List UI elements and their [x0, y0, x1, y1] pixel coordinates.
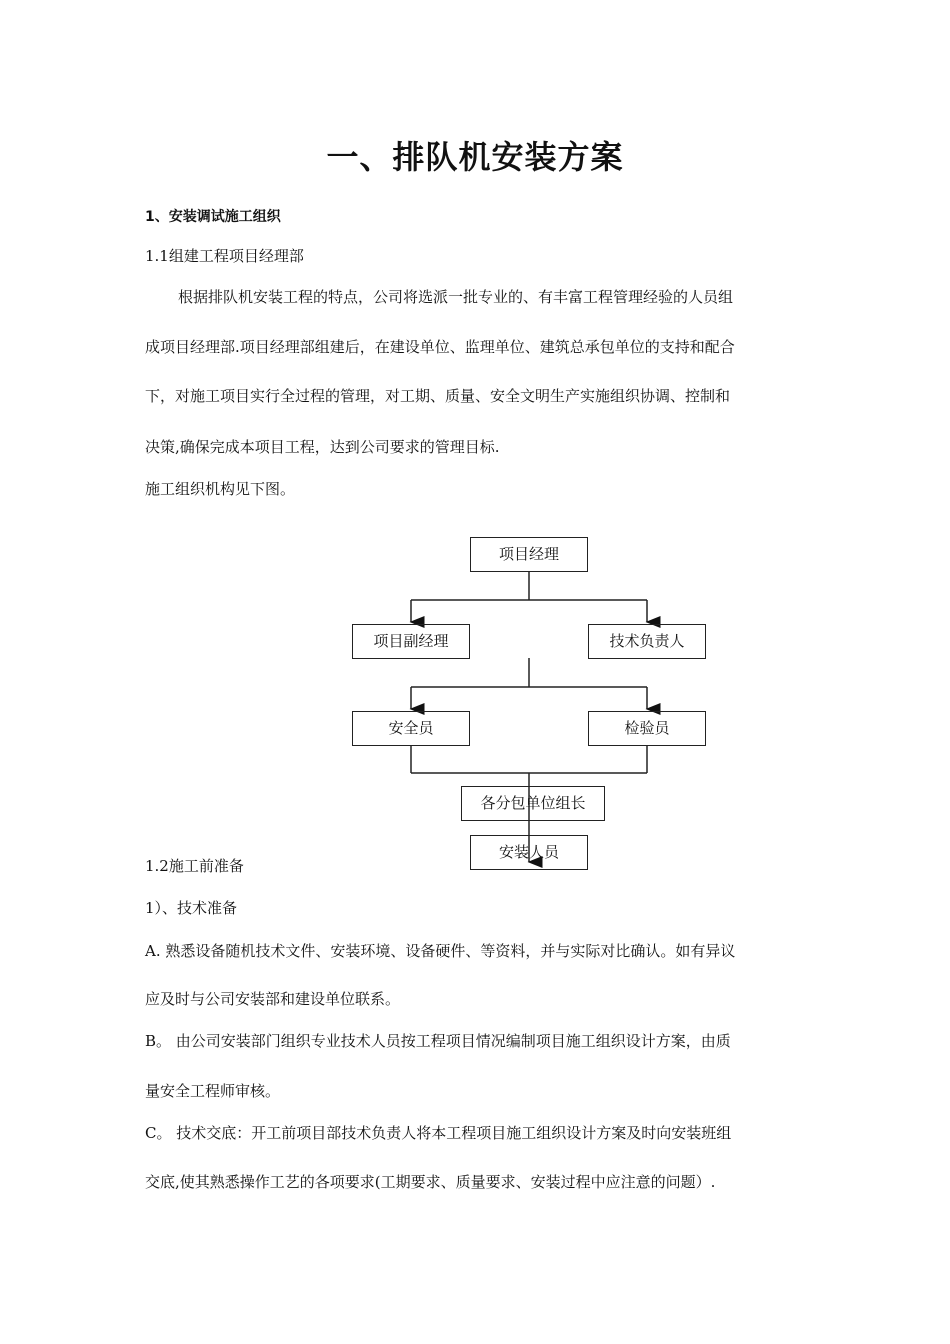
subsection-heading: 1.2施工前准备	[145, 857, 244, 875]
org-box-inspector: 检验员	[588, 711, 706, 746]
paragraph-line: C。 技术交底：开工前项目部技术负责人将本工程项目施工组织设计方案及时向安装班组	[145, 1124, 732, 1142]
item-heading: 1）、技术准备	[145, 899, 238, 917]
paragraph-line: 根据排队机安装工程的特点，公司将选派一批专业的、有丰富工程管理经验的人员组	[178, 288, 734, 306]
section-heading: 1、安装调试施工组织	[145, 209, 281, 225]
org-chart-connectors	[330, 530, 730, 880]
org-box-tech-lead: 技术负责人	[588, 624, 706, 659]
page-title: 一、排队机安装方案	[326, 138, 624, 176]
paragraph-line: A. 熟悉设备随机技术文件、安装环境、设备硬件、等资料，并与实际对比确认。如有异议	[145, 942, 736, 960]
paragraph-line: 交底,使其熟悉操作工艺的各项要求(工期要求、质量要求、安装过程中应注意的问题）.	[145, 1173, 716, 1191]
org-box-subcontractor-leaders: 各分包单位组长	[461, 786, 605, 821]
org-box-manager: 项目经理	[470, 537, 588, 572]
org-box-safety-officer: 安全员	[352, 711, 470, 746]
paragraph-line: 量安全工程师审核。	[145, 1082, 281, 1100]
org-chart	[330, 530, 730, 880]
chart-caption: 施工组织机构见下图。	[145, 480, 296, 498]
paragraph-line: 下，对施工项目实行全过程的管理，对工期、质量、安全文明生产实施组织协调、控制和	[145, 387, 731, 405]
paragraph-line: 决策,确保完成本项目工程，达到公司要求的管理目标.	[145, 438, 500, 456]
org-box-deputy-manager: 项目副经理	[352, 624, 470, 659]
paragraph-line: 成项目经理部.项目经理部组建后，在建设单位、监理单位、建筑总承包单位的支持和配合	[145, 338, 735, 356]
paragraph-line: 应及时与公司安装部和建设单位联系。	[145, 990, 401, 1008]
subsection-heading: 1.1组建工程项目经理部	[145, 247, 304, 265]
org-box-installers: 安装人员	[470, 835, 588, 870]
paragraph-line: B。 由公司安装部门组织专业技术人员按工程项目情况编制项目施工组织设计方案，由质	[145, 1032, 731, 1050]
